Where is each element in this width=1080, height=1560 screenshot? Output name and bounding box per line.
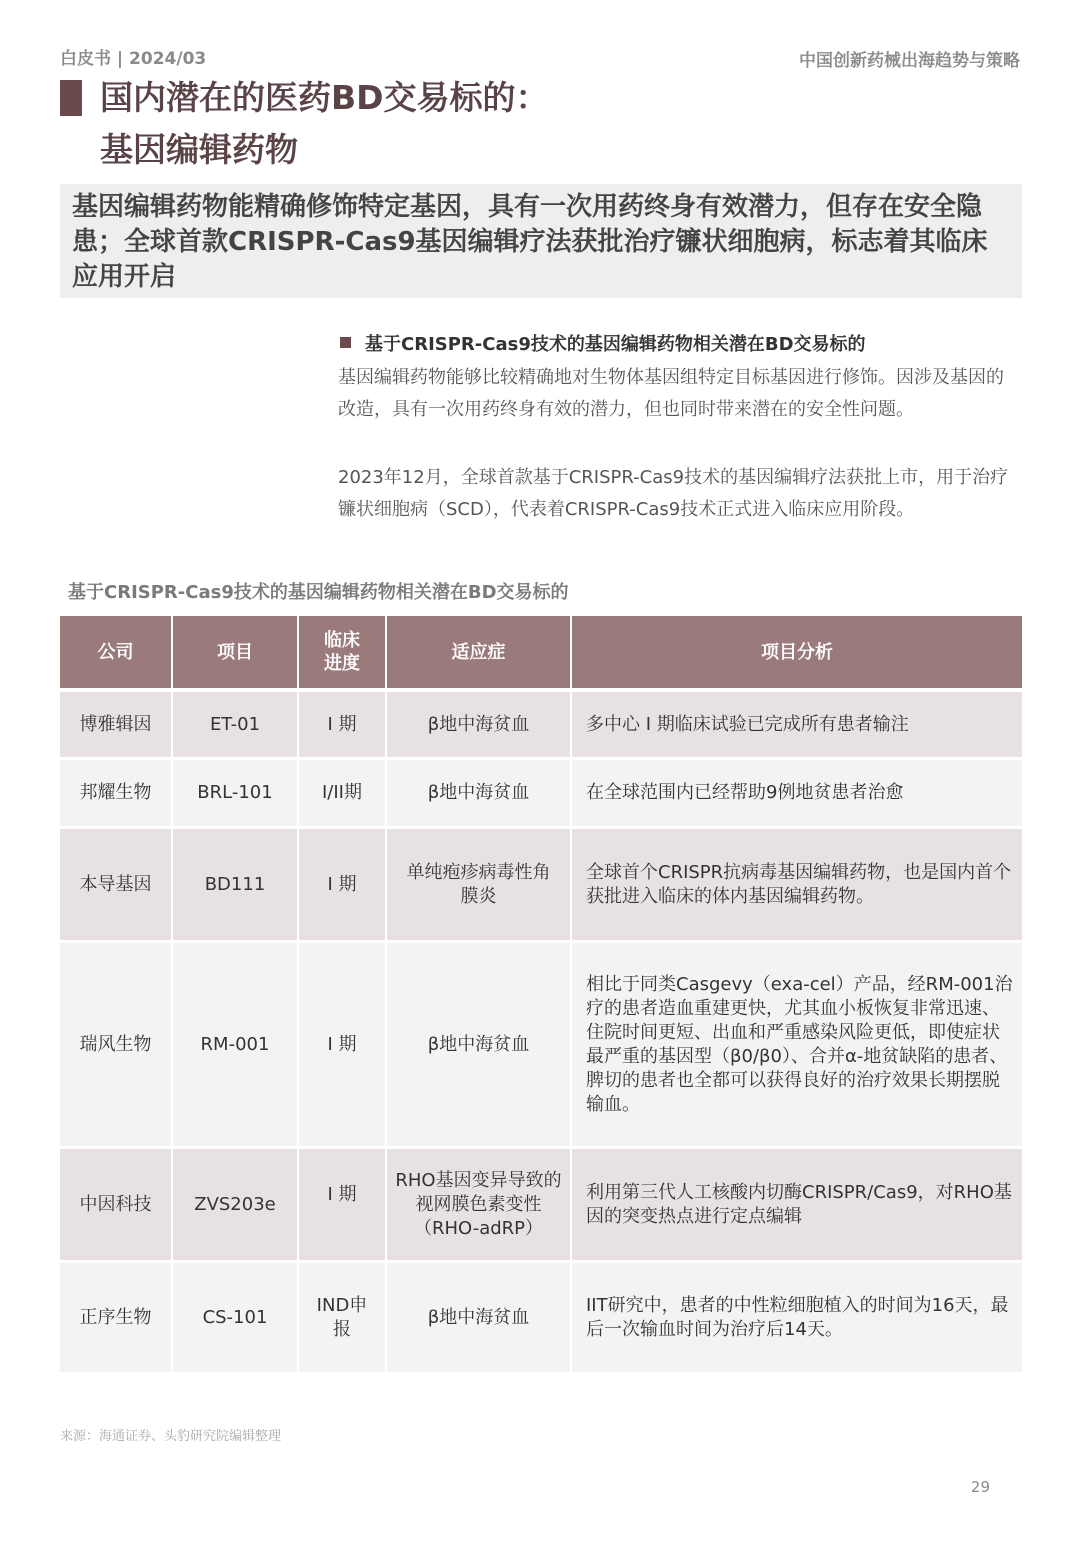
header-stage: 临床进度 xyxy=(299,616,387,692)
cell-project: ET-01 xyxy=(173,692,299,760)
cell-stage: I 期 xyxy=(299,692,387,760)
cell-analysis: IIT研究中，患者的中性粒细胞植入的时间为16天，最后一次输血时间为治疗后14天。 xyxy=(572,1263,1022,1375)
title-accent-bar xyxy=(60,80,82,116)
source-note: 来源：海通证券、头豹研究院编辑整理 xyxy=(60,1429,282,1444)
paragraph-2: 2023年12月，全球首款基于CRISPR-Cas9技术的基因编辑疗法获批上市，用于治疗镰状细胞病（SCD），代表着CRISPR-Cas9技术正式进入临床应用阶段。 xyxy=(338,467,1009,520)
header-company: 公司 xyxy=(60,616,173,692)
cell-indication: 单纯疱疹病毒性角膜炎 xyxy=(387,829,572,943)
table-header-row xyxy=(60,616,1022,692)
cell-project: CS-101 xyxy=(173,1263,299,1375)
cell-analysis: 多中心 I 期临床试验已完成所有患者输注 xyxy=(572,692,1022,760)
table-row xyxy=(60,829,1022,943)
table-row xyxy=(60,760,1022,829)
cell-indication: β地中海贫血 xyxy=(387,943,572,1149)
cell-company: 中因科技 xyxy=(60,1149,173,1263)
header-project: 项目 xyxy=(173,616,299,692)
table-row xyxy=(60,1149,1022,1263)
cell-project: BD111 xyxy=(173,829,299,943)
cell-company: 本导基因 xyxy=(60,829,173,943)
page-title xyxy=(100,74,549,174)
table-row xyxy=(60,943,1022,1149)
cell-stage: I 期 xyxy=(299,829,387,943)
cell-stage: I/II期 xyxy=(299,760,387,829)
cell-analysis: 在全球范围内已经帮助9例地贫患者治愈 xyxy=(572,760,1022,829)
section-heading xyxy=(340,330,866,356)
table-row xyxy=(60,1263,1022,1375)
cell-company: 邦耀生物 xyxy=(60,760,173,829)
table-row xyxy=(60,692,1022,760)
cell-project: RM-001 xyxy=(173,943,299,1149)
cell-stage: I 期 xyxy=(299,943,387,1149)
page-number: 29 xyxy=(970,1478,990,1496)
cell-indication: β地中海贫血 xyxy=(387,760,572,829)
cell-project: ZVS203e xyxy=(173,1149,299,1263)
page-title-line1: 国内潜在的医药BD交易标的： xyxy=(100,78,549,117)
bd-targets-table xyxy=(60,616,1022,1375)
cell-stage: I 期 xyxy=(299,1149,387,1263)
cell-analysis: 全球首个CRISPR抗病毒基因编辑药物，也是国内首个获批进入临床的体内基因编辑药物。 xyxy=(572,829,1022,943)
cell-company: 正序生物 xyxy=(60,1263,173,1375)
header-analysis: 项目分析 xyxy=(572,616,1022,692)
cell-analysis: 利用第三代人工核酸内切酶CRISPR/Cas9，对RHO基因的突变热点进行定点编辑 xyxy=(572,1149,1022,1263)
cell-indication: RHO基因变异导致的视网膜色素变性（RHO-adRP） xyxy=(387,1149,572,1263)
square-bullet-icon xyxy=(340,337,351,348)
section-heading-text: 基于CRISPR-Cas9技术的基因编辑药物相关潜在BD交易标的 xyxy=(365,334,866,355)
header-left: 白皮书 | 2024/03 xyxy=(60,49,207,69)
cell-analysis: 相比于同类Casgevy（exa-cel）产品，经RM-001治疗的患者造血重建更快，尤其血小板恢复非常迅速、住院时间更短、出血和严重感染风险更低，即使症状最严重的基因型（β0/β0）、合并α-地贫缺陷的患者、脾切的患者也全都可以获得良好的治疗效果长期摆脱输血。 xyxy=(572,943,1022,1149)
paragraph-1: 基因编辑药物能够比较精确地对生物体基因组特定目标基因进行修饰。因涉及基因的改造，具有一次用药终身有效的潜力，但也同时带来潜在的安全性问题。 xyxy=(338,367,1004,420)
cell-indication: β地中海贫血 xyxy=(387,692,572,760)
cell-stage: IND申报 xyxy=(299,1263,387,1375)
table-caption: 基于CRISPR-Cas9技术的基因编辑药物相关潜在BD交易标的 xyxy=(68,582,569,603)
header-right: 中国创新药械出海趋势与策略 xyxy=(799,51,1020,71)
page-title-line2: 基因编辑药物 xyxy=(100,130,298,169)
summary-box: 基因编辑药物能精确修饰特定基因，具有一次用药终身有效潜力，但存在安全隐患；全球首款CRISPR-Cas9基因编辑疗法获批治疗镰状细胞病，标志着其临床应用开启 xyxy=(60,184,1022,298)
cell-project: BRL-101 xyxy=(173,760,299,829)
cell-indication: β地中海贫血 xyxy=(387,1263,572,1375)
cell-company: 瑞风生物 xyxy=(60,943,173,1149)
cell-company: 博雅辑因 xyxy=(60,692,173,760)
header-indication: 适应症 xyxy=(387,616,572,692)
